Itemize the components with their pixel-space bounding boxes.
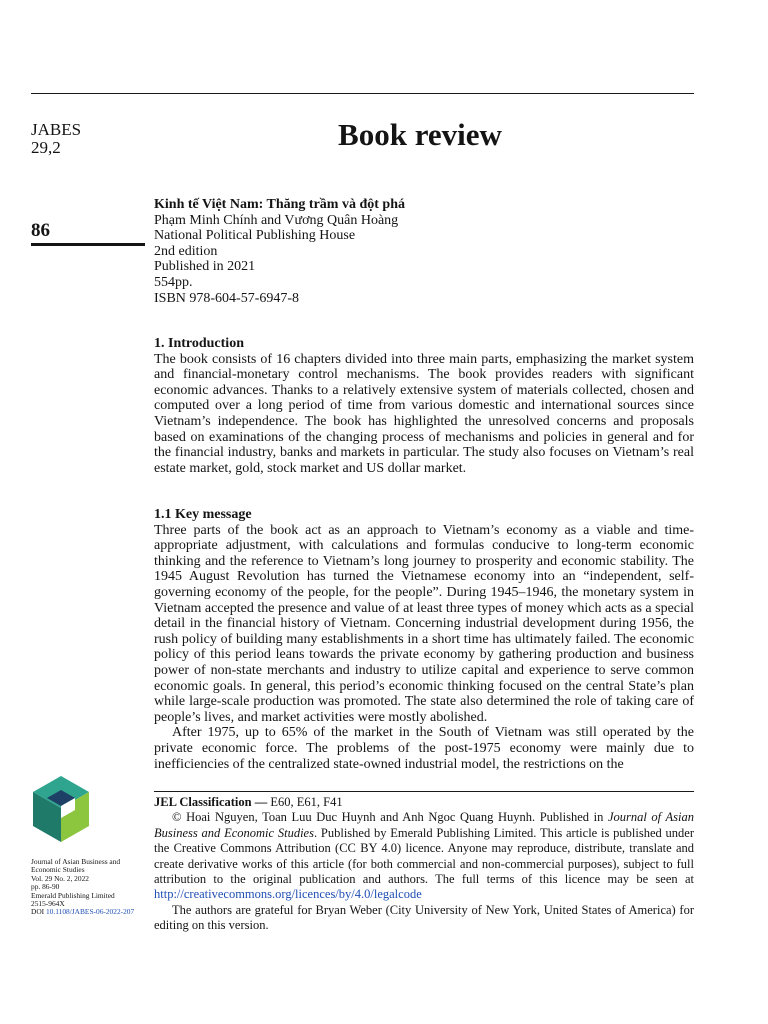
license-text-2: . Published by Emerald Publishing Limited. This article is published under the Creative Commons Attribution (CC BY 4.0) licence. Anyone may reproduce, distribute, translate and create derivative works of this article (for both commercial and non-commercial purposes), subject to full attribution to the original publication and authors. The full terms of this licence may be seen at bbox=[154, 825, 695, 887]
meta-journal-line-2: Economic Studies bbox=[31, 865, 85, 875]
journal-name: Journal of Asian Business and Economic Studies bbox=[154, 810, 694, 840]
doi-link[interactable]: 10.1108/JABES-06-2022-207 bbox=[45, 907, 135, 917]
acknowledgement: The authors are grateful for Bryan Weber (City University of New York, United States of America) for editing on this version. bbox=[154, 902, 694, 933]
book-authors: Phạm Minh Chính and Vương Quân Hoàng bbox=[154, 212, 399, 228]
license-link[interactable]: http://creativecommons.org/licences/by/4.0/legalcode bbox=[154, 887, 422, 902]
book-bibliography bbox=[154, 197, 694, 306]
book-published: Published in 2021 bbox=[154, 259, 256, 275]
section-introduction bbox=[154, 336, 694, 476]
jel-codes: E60, E61, F41 bbox=[267, 795, 343, 809]
book-isbn: ISBN 978-604-57-6947-8 bbox=[154, 290, 300, 306]
book-title: Kinh tế Việt Nam: Thăng trầm và đột phá bbox=[154, 197, 405, 212]
doi-label: DOI bbox=[31, 907, 46, 917]
key-message-paragraph-2: After 1975, up to 65% of the market in the South of Vietnam was still operated by the private economic force. The problems of the post-1975 economy were mainly due to inefficiencies of the centralized state-owned industrial model, the restrictions on the bbox=[154, 725, 694, 772]
meta-volume: Vol. 29 No. 2, 2022 bbox=[31, 873, 89, 883]
meta-doi bbox=[31, 908, 151, 916]
key-message-paragraph-1: Three parts of the book act as an approach to Vietnam’s economy as a viable and time-appropriate adjustment, with calculations and formulas conducive to long-term economic thinking and the reference to Vietnam’s long journey to prosperity and economic stability. The 1945 August Revolution has turned the Vietnamese economy into an “independent, self-governing economy of the people, for the people”. During 1945–1946, the monetary system in Vietnam accepted the presence and value of at least three types of money which acts as a special detail in the financial history of Vietnam. Concerning industrial development during 1956, the rush policy of building many establishments in a short time has ultimately failed. The economic policy of this period leans towards the private economy by gathering production and business power of non-state merchants and industry to utilize capital and experience to serve common economic goals. In general, this period’s economic thinking focused on the central State’s plan while large-scale production was promoted. The state also determined the role of taking care of people’s lives, and market activities were mostly abolished. bbox=[154, 522, 694, 725]
key-message-heading: 1.1 Key message bbox=[154, 507, 252, 522]
license-statement bbox=[154, 810, 694, 902]
volume-issue: 29,2 bbox=[31, 138, 61, 157]
top-rule bbox=[31, 93, 694, 94]
book-publisher: National Political Publishing House bbox=[154, 228, 356, 244]
section-key-message bbox=[154, 507, 694, 772]
intro-paragraph: The book consists of 16 chapters divided into three main parts, emphasizing the market system and financial-monetary control mechanisms. The book provides readers with significant economic advances. Thanks to a relatively extensive system of materials collected, chosen and computed over a long period of time from various domestic and international sources since Vietnam’s independence. The book has highlighted the unresolved concerns and proposals based on examinations of the changing process of mechanisms and policies in general and for the financial industry, banks and markets in particular. The study also focuses on Vietnam’s real estate market, gold, stock market and US dollar market. bbox=[154, 351, 694, 476]
journal-abbrev: JABES bbox=[31, 120, 82, 139]
book-pages: 554pp. bbox=[154, 274, 193, 290]
meta-publisher: Emerald Publishing Limited bbox=[31, 890, 115, 900]
footnote-rule bbox=[154, 791, 694, 792]
emerald-logo bbox=[31, 776, 91, 844]
page-title: Book review bbox=[338, 117, 502, 152]
journal-metadata bbox=[31, 858, 151, 917]
page-number: 86 bbox=[31, 220, 50, 241]
meta-journal-line-1: Journal of Asian Business and bbox=[31, 857, 121, 866]
jel-label: JEL Classification — bbox=[154, 795, 268, 809]
intro-heading: 1. Introduction bbox=[154, 336, 244, 351]
meta-issn: 2515-964X bbox=[31, 899, 65, 909]
book-edition: 2nd edition bbox=[154, 243, 218, 259]
license-text-1: © Hoai Nguyen, Toan Luu Duc Huynh and Anh Ngoc Quang Huynh. Published in bbox=[172, 810, 608, 825]
jel-classification bbox=[154, 795, 694, 810]
page-number-rule bbox=[31, 243, 145, 246]
meta-pages: pp. 86-90 bbox=[31, 882, 60, 892]
footnotes bbox=[154, 795, 694, 934]
